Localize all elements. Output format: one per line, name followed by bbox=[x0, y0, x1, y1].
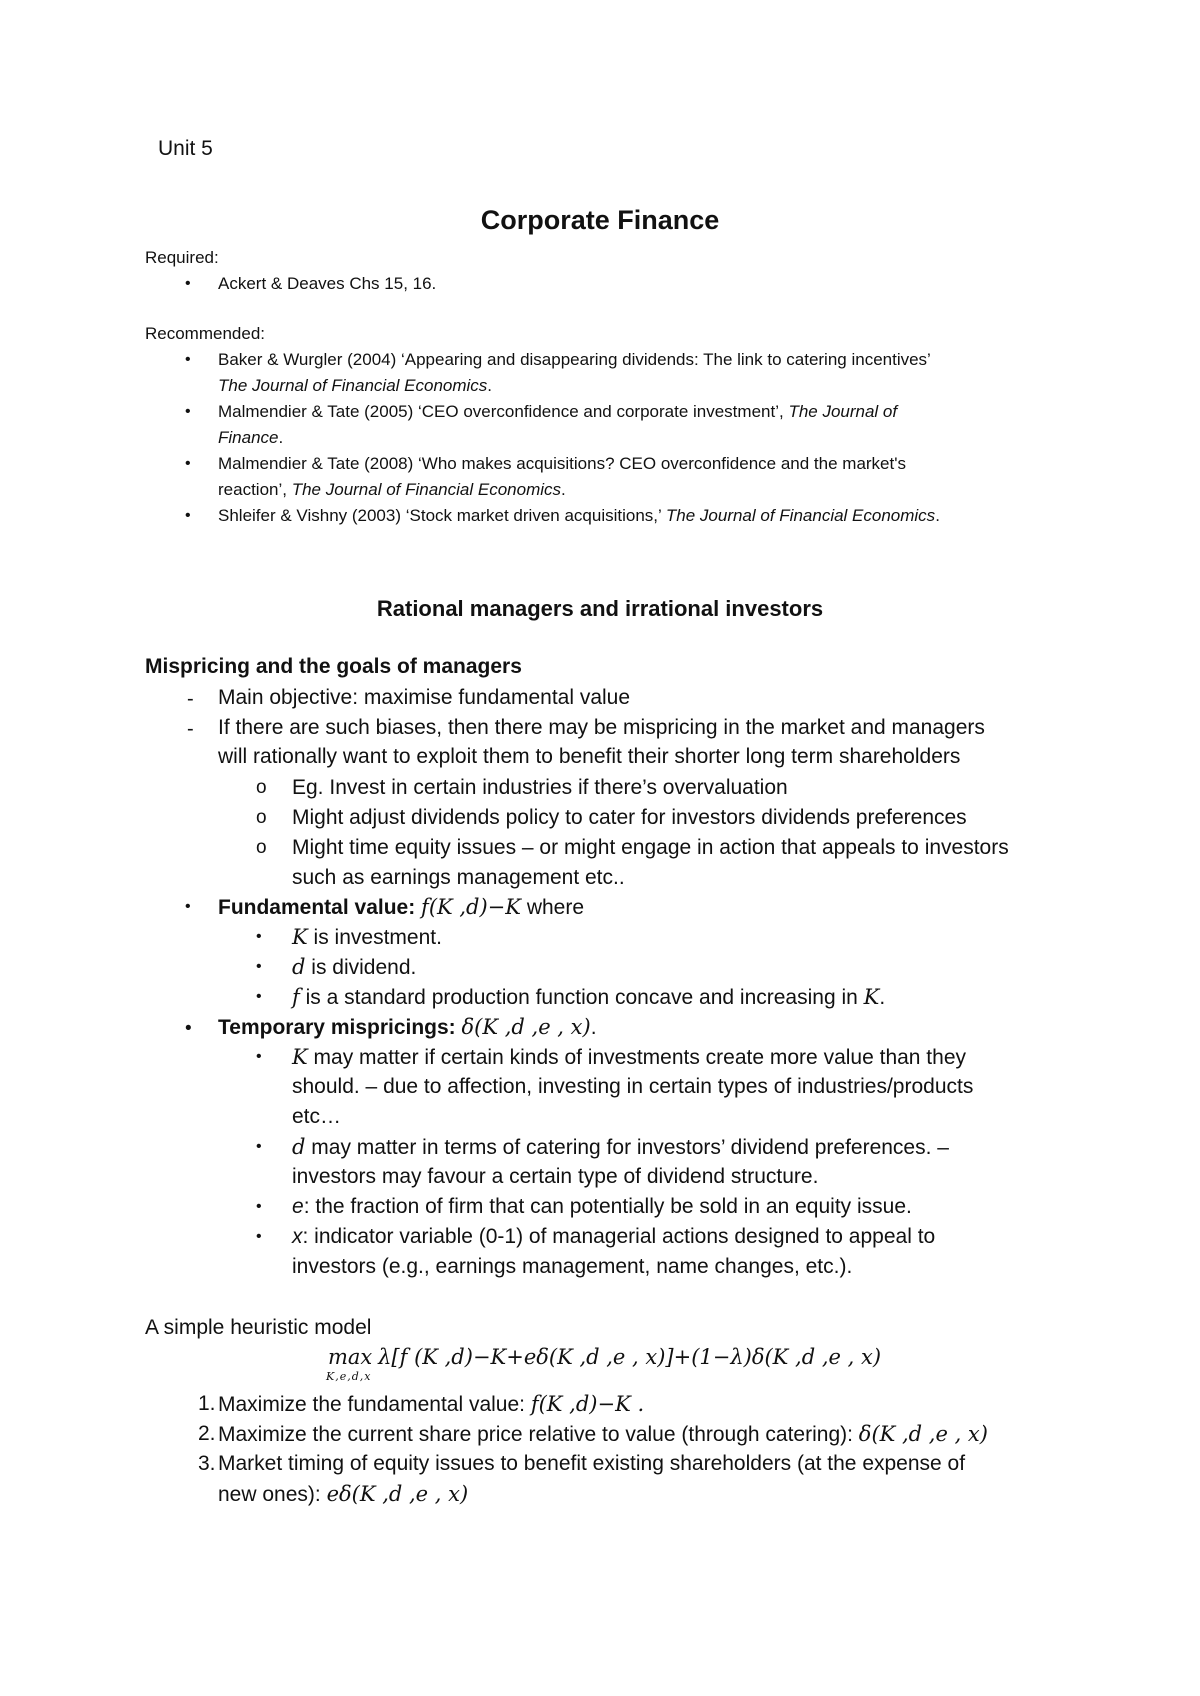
sub-item: Eg. Invest in certain industries if there’s overvaluation bbox=[292, 776, 788, 799]
bullet-icon: • bbox=[256, 988, 262, 1005]
mispricing-item-continued: etc… bbox=[292, 1105, 342, 1128]
model-equation bbox=[326, 1345, 882, 1383]
fundamental-formula: f(K ,d)−K bbox=[421, 895, 521, 919]
temporary-mispricings-line: Temporary mispricings: δ(K ,d ,e , x). bbox=[218, 1015, 597, 1039]
step-item: Maximize the current share price relative to value (through catering): δ(K ,d ,e , x) bbox=[218, 1422, 988, 1446]
fundamental-value-line: Fundamental value: f(K ,d)−K where bbox=[218, 895, 585, 919]
reference-item: Malmendier & Tate (2005) ‘CEO overconfidence and corporate investment’, The Journal of bbox=[218, 402, 898, 421]
fundamental-item: d is dividend. bbox=[292, 955, 417, 979]
dash-item: Main objective: maximise fundamental value bbox=[218, 686, 631, 709]
reference-item: Malmendier & Tate (2008) ‘Who makes acquisitions? CEO overconfidence and the market's bbox=[218, 454, 906, 473]
reference-item: Shleifer & Vishny (2003) ‘Stock market driven acquisitions,’ The Journal of Financial Economics. bbox=[218, 506, 940, 525]
recommended-heading: Recommended: bbox=[145, 324, 266, 343]
circle-bullet-icon: o bbox=[256, 837, 267, 858]
model-intro: A simple heuristic model bbox=[145, 1316, 372, 1339]
bullet-icon: • bbox=[185, 898, 191, 915]
reference-journal: Finance. bbox=[218, 428, 284, 447]
bullet-icon: • bbox=[185, 275, 191, 292]
fundamental-item: K is investment. bbox=[292, 925, 442, 949]
required-heading: Required: bbox=[145, 248, 219, 267]
dash-item-continued: will rationally want to exploit them to benefit their shorter long term shareholders bbox=[218, 745, 961, 768]
step-item-continued: new ones): eδ(K ,d ,e , x) bbox=[218, 1482, 469, 1506]
mispricing-item: K may matter if certain kinds of investments create more value than they bbox=[292, 1045, 967, 1069]
step-number: 2. bbox=[198, 1422, 216, 1445]
bullet-icon: • bbox=[256, 1228, 262, 1245]
mispricing-item: d may matter in terms of catering for investors’ dividend preferences. – bbox=[292, 1135, 949, 1159]
mispricing-item-continued: investors may favour a certain type of dividend structure. bbox=[292, 1165, 819, 1188]
max-subscript: K,e,d,x bbox=[326, 1370, 372, 1383]
bullet-icon: • bbox=[256, 1138, 262, 1155]
step-number: 3. bbox=[198, 1452, 216, 1475]
fundamental-item: f is a standard production function concave and increasing in K. bbox=[292, 985, 886, 1009]
bullet-icon: • bbox=[185, 455, 191, 472]
step-item: Market timing of equity issues to benefit existing shareholders (at the expense of bbox=[218, 1452, 966, 1475]
dash-item: If there are such biases, then there may be mispricing in the market and managers bbox=[218, 716, 985, 739]
reference-item: Baker & Wurgler (2004) ‘Appearing and disappearing dividends: The link to catering incentives’ bbox=[218, 350, 931, 369]
objective-function: λ[f (K ,d)−K+eδ(K ,d ,e , x)]+(1−λ)δ(K ,d ,e , x) bbox=[378, 1345, 882, 1369]
mispricing-item: x: indicator variable (0-1) of managerial actions designed to appeal to bbox=[292, 1225, 936, 1248]
mispricing-item-continued: investors (e.g., earnings management, name changes, etc.). bbox=[292, 1255, 853, 1278]
circle-bullet-icon: o bbox=[256, 807, 267, 828]
max-operator: max bbox=[328, 1345, 373, 1369]
page-title: Corporate Finance bbox=[480, 205, 720, 235]
mispricing-item-continued: should. – due to affection, investing in certain types of industries/products bbox=[292, 1075, 974, 1098]
mispricing-item: e: the fraction of firm that can potentially be sold in an equity issue. bbox=[292, 1195, 912, 1218]
dash-icon: - bbox=[187, 718, 194, 740]
circle-bullet-icon: o bbox=[256, 777, 267, 798]
reference-journal: The Journal of Financial Economics. bbox=[218, 376, 493, 395]
bullet-icon: • bbox=[256, 1198, 262, 1215]
section-title: Rational managers and irrational investors bbox=[376, 596, 824, 621]
mispricing-formula: δ(K ,d ,e , x) bbox=[461, 1015, 591, 1039]
bullet-icon: • bbox=[185, 351, 191, 368]
bullet-icon: • bbox=[256, 958, 262, 975]
bullet-icon: • bbox=[185, 507, 191, 524]
required-item: Ackert & Deaves Chs 15, 16. bbox=[218, 274, 437, 293]
step-item: Maximize the fundamental value: f(K ,d)−K . bbox=[218, 1392, 645, 1416]
bullet-icon: • bbox=[185, 1018, 192, 1039]
bullet-icon: • bbox=[256, 1048, 262, 1065]
dash-icon: - bbox=[187, 688, 194, 710]
bullet-icon: • bbox=[185, 403, 191, 420]
sub-item: Might time equity issues – or might engage in action that appeals to investors bbox=[292, 836, 1009, 859]
subsection-title: Mispricing and the goals of managers bbox=[145, 655, 522, 678]
step-number: 1. bbox=[198, 1392, 216, 1415]
unit-label: Unit 5 bbox=[158, 137, 213, 160]
sub-item-continued: such as earnings management etc.. bbox=[292, 866, 625, 889]
reference-journal: reaction’, The Journal of Financial Economics. bbox=[218, 480, 566, 499]
bullet-icon: • bbox=[256, 928, 262, 945]
sub-item: Might adjust dividends policy to cater for investors dividends preferences bbox=[292, 806, 967, 829]
